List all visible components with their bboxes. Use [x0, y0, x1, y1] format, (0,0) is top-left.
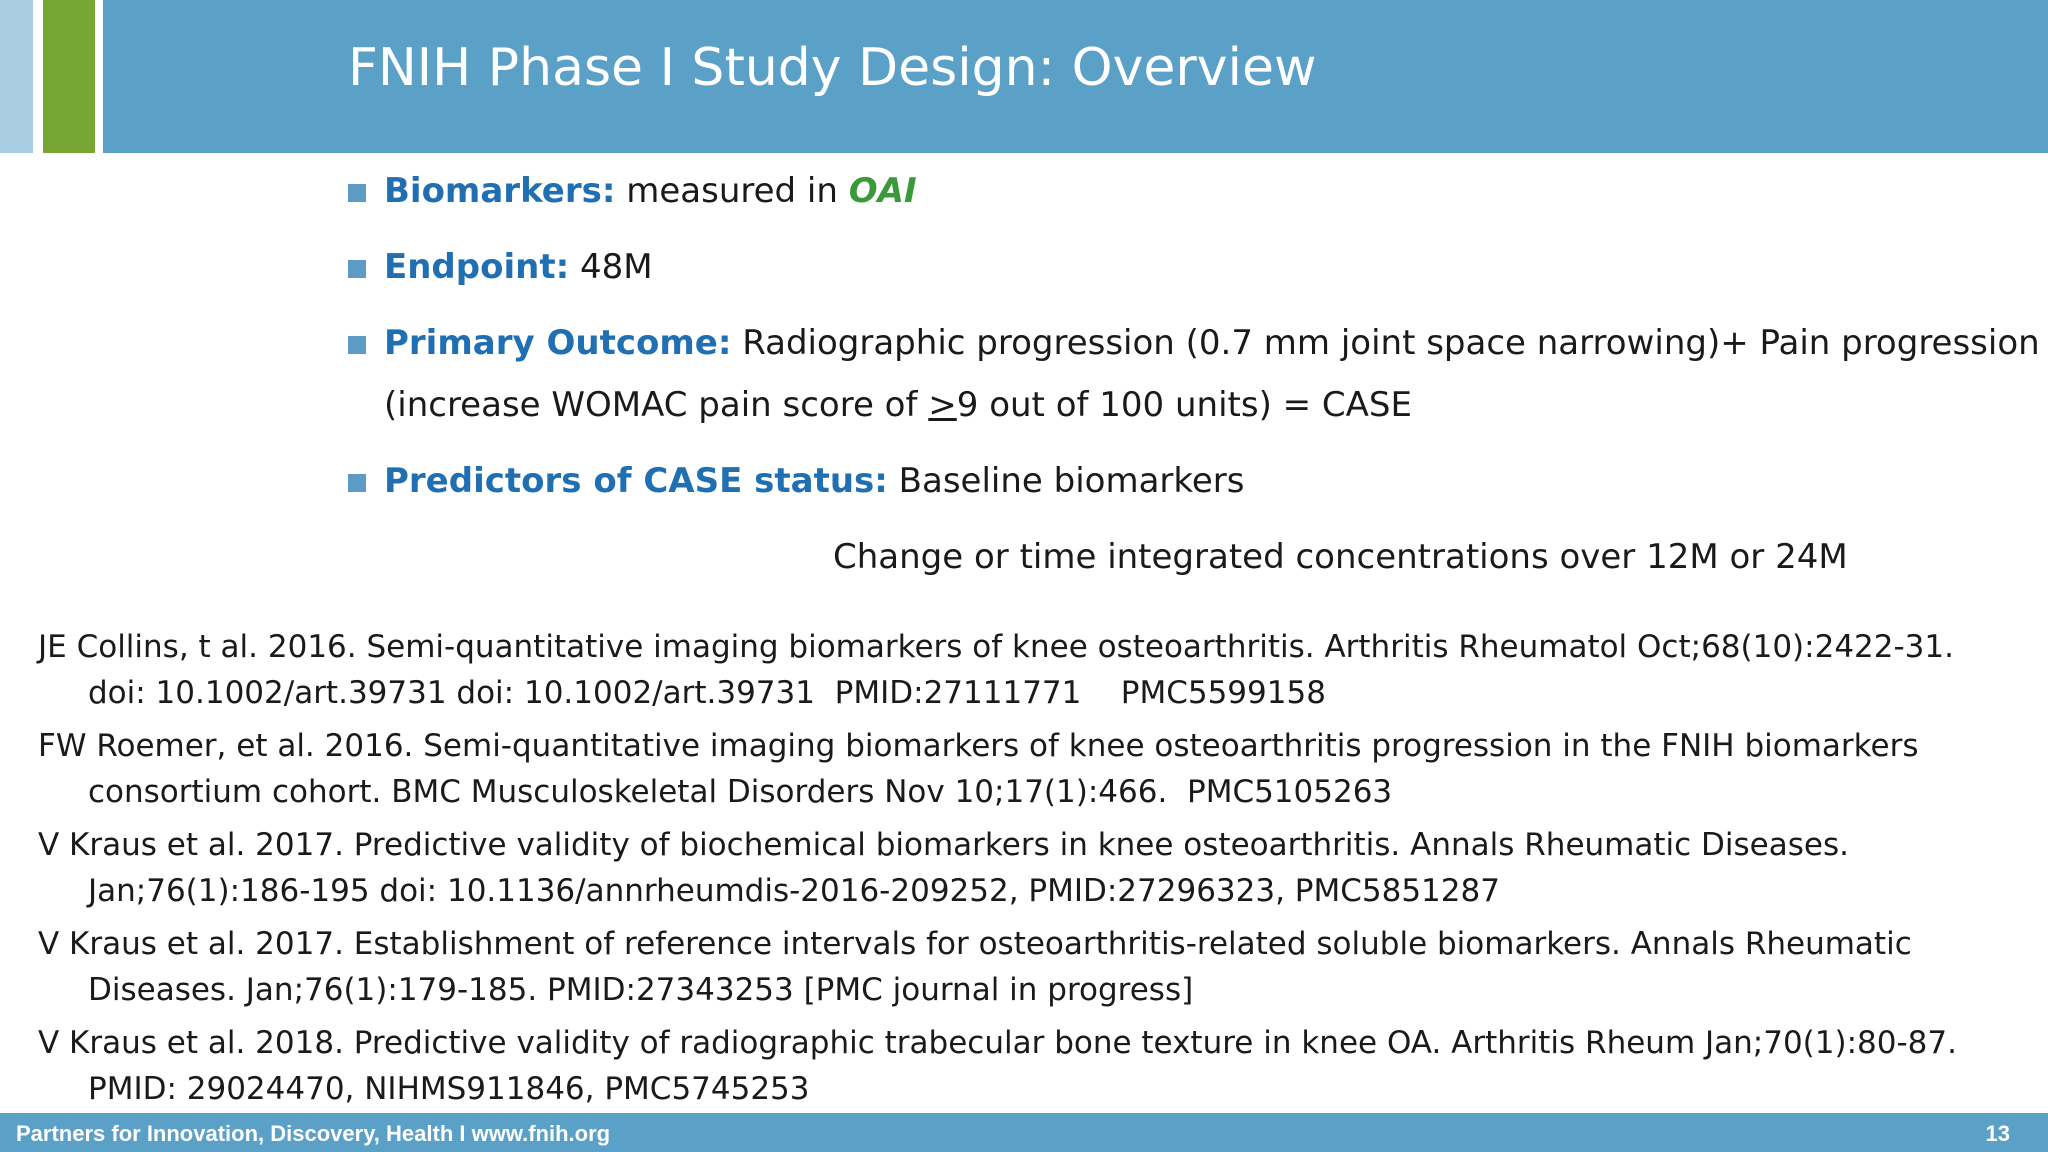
square-bullet-icon [348, 184, 366, 202]
reference-line: V Kraus et al. 2018. Predictive validity of radiographic trabecular bone texture in knee OA. Arthritis Rheum Jan;70(1):80-87. [38, 1025, 1957, 1061]
page-number: 13 [1985, 1121, 2010, 1146]
reference-line: doi: 10.1002/art.39731 doi: 10.1002/art.39731 PMID:27111771 PMC5599158 [88, 675, 1326, 711]
reference-item [38, 921, 2028, 1013]
reference-line: Jan;76(1):186-195 doi: 10.1136/annrheumdis-2016-209252, PMID:27296323, PMC5851287 [88, 873, 1500, 909]
slide-footer [0, 1113, 2048, 1152]
bullet-label: Biomarkers: [384, 171, 616, 211]
bullet-primary-outcome [348, 312, 2040, 374]
header-stripe-green [43, 0, 95, 153]
header-stripe-gap [33, 0, 43, 153]
header-stripe-light [0, 0, 33, 153]
reference-line: V Kraus et al. 2017. Predictive validity of biochemical biomarkers in knee osteoarthritis. Annals Rheumatic Diseases. [38, 827, 1849, 863]
reference-item [38, 822, 2028, 914]
bullet-label: Predictors of CASE status: [384, 461, 888, 501]
bullet-text: 48M [569, 247, 653, 287]
bullet-biomarkers [348, 160, 2008, 222]
reference-line: Diseases. Jan;76(1):179-185. PMID:27343253 [PMC journal in progress] [88, 972, 1194, 1008]
reference-list [38, 624, 2028, 1119]
bullet-text: measured in [615, 171, 849, 211]
bullet-continuation [348, 374, 2008, 436]
reference-line: PMID: 29024470, NIHMS911846, PMC5745253 [88, 1071, 810, 1107]
bullet-text: Radiographic progression (0.7 mm joint space narrowing)+ Pain progression [731, 323, 2040, 363]
header-stripe-gap [95, 0, 103, 153]
reference-line: consortium cohort. BMC Musculoskeletal Disorders Nov 10;17(1):466. PMC5105263 [88, 774, 1393, 810]
footer-text: Partners for Innovation, Discovery, Health I www.fnih.org [16, 1121, 611, 1146]
reference-item [38, 624, 2028, 716]
reference-line: V Kraus et al. 2017. Establishment of reference intervals for osteoarthritis-related soluble biomarkers. Annals Rheumatic [38, 926, 1912, 962]
reference-line: FW Roemer, et al. 2016. Semi-quantitative imaging biomarkers of knee osteoarthritis progression in the FNIH biomarkers [38, 728, 1919, 764]
bullet-endpoint [348, 236, 2008, 298]
bullet-label: Primary Outcome: [384, 323, 732, 363]
bullet-predictors [348, 450, 2008, 512]
greater-equal-symbol: > [928, 385, 957, 425]
slide-header [0, 0, 2048, 153]
reference-item [38, 1020, 2028, 1112]
slide-title: FNIH Phase I Study Design: Overview [348, 38, 1317, 98]
bullet-continuation: Change or time integrated concentrations over 12M or 24M [833, 537, 1848, 577]
oai-emphasis: OAI [848, 171, 917, 211]
bullet-text: Baseline biomarkers [887, 461, 1245, 501]
square-bullet-icon [348, 474, 366, 492]
bullet-label: Endpoint: [384, 247, 570, 287]
continuation-text: (increase WOMAC pain score of [384, 385, 929, 425]
reference-item [38, 723, 2028, 815]
continuation-text: 9 out of 100 units) = CASE [956, 385, 1412, 425]
square-bullet-icon [348, 336, 366, 354]
reference-line: JE Collins, t al. 2016. Semi-quantitative imaging biomarkers of knee osteoarthritis. Arthritis Rheumatol Oct;68(10):2422-31. [38, 629, 1954, 665]
square-bullet-icon [348, 260, 366, 278]
bullet-list [348, 160, 2040, 588]
